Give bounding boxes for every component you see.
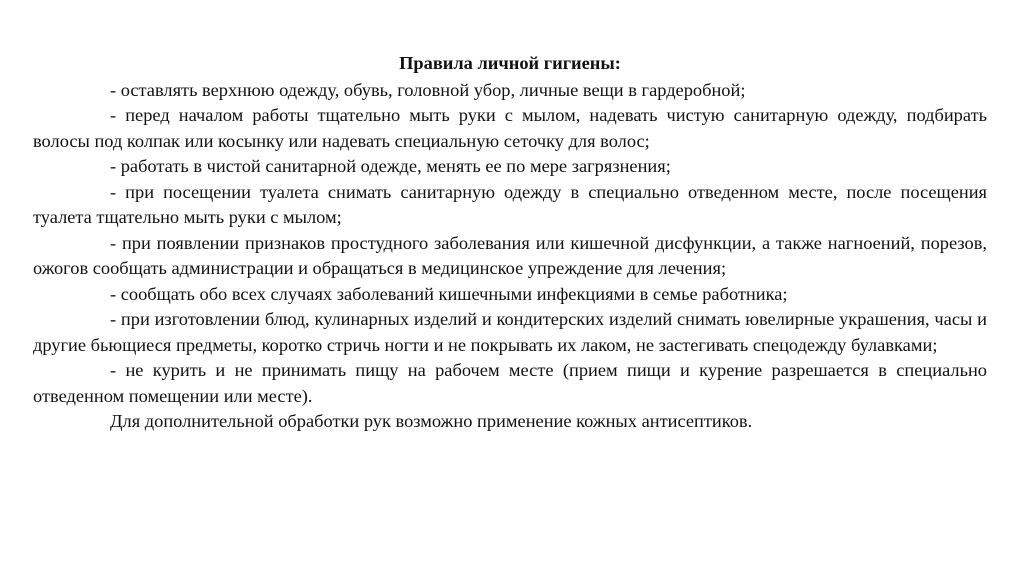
closing-paragraph: Для дополнительной обработки рук возможно применение кожных антисептиков. [110, 411, 753, 431]
rule-paragraph-4: - при посещении туалета снимать санитарную одежду в специально отведенном месте, после посещения туалета тщательно мыть руки с мылом; [33, 181, 987, 227]
document-body [33, 51, 987, 435]
rule-paragraph-5: - при появлении признаков простудного заболевания или кишечной дисфункции, а также нагноений, порезов, ожогов сообщать администрации и обращаться в медицинское упреждение для лечения; [33, 232, 987, 278]
rule-paragraph-8: - не курить и не принимать пищу на рабочем месте (прием пищи и курение разрешается в специально отведенном помещении или месте). [33, 360, 987, 406]
document-title: Правила личной гигиены: [399, 53, 621, 73]
rule-paragraph-6: - сообщать обо всех случаях заболеваний кишечными инфекциями в семье работника; [110, 283, 788, 304]
rule-paragraph-7: - при изготовлении блюд, кулинарных изделий и кондитерских изделий снимать ювелирные украшения, часы и другие бьющиеся предметы, коротко стричь ногти и не покрывать их лаком, не застегивать спецодежду булавками; [33, 309, 987, 355]
rule-paragraph-3: - работать в чистой санитарной одежде, менять ее по мере загрязнения; [110, 156, 671, 176]
rule-paragraph-2: - перед началом работы тщательно мыть руки с мылом, надевать чистую санитарную одежду, подбирать волосы под колпак или косынку или надевать специальную сеточку для волос; [33, 105, 987, 151]
rule-paragraph-1: - оставлять верхнюю одежду, обувь, головной убор, личные вещи в гардеробной; [110, 79, 746, 100]
